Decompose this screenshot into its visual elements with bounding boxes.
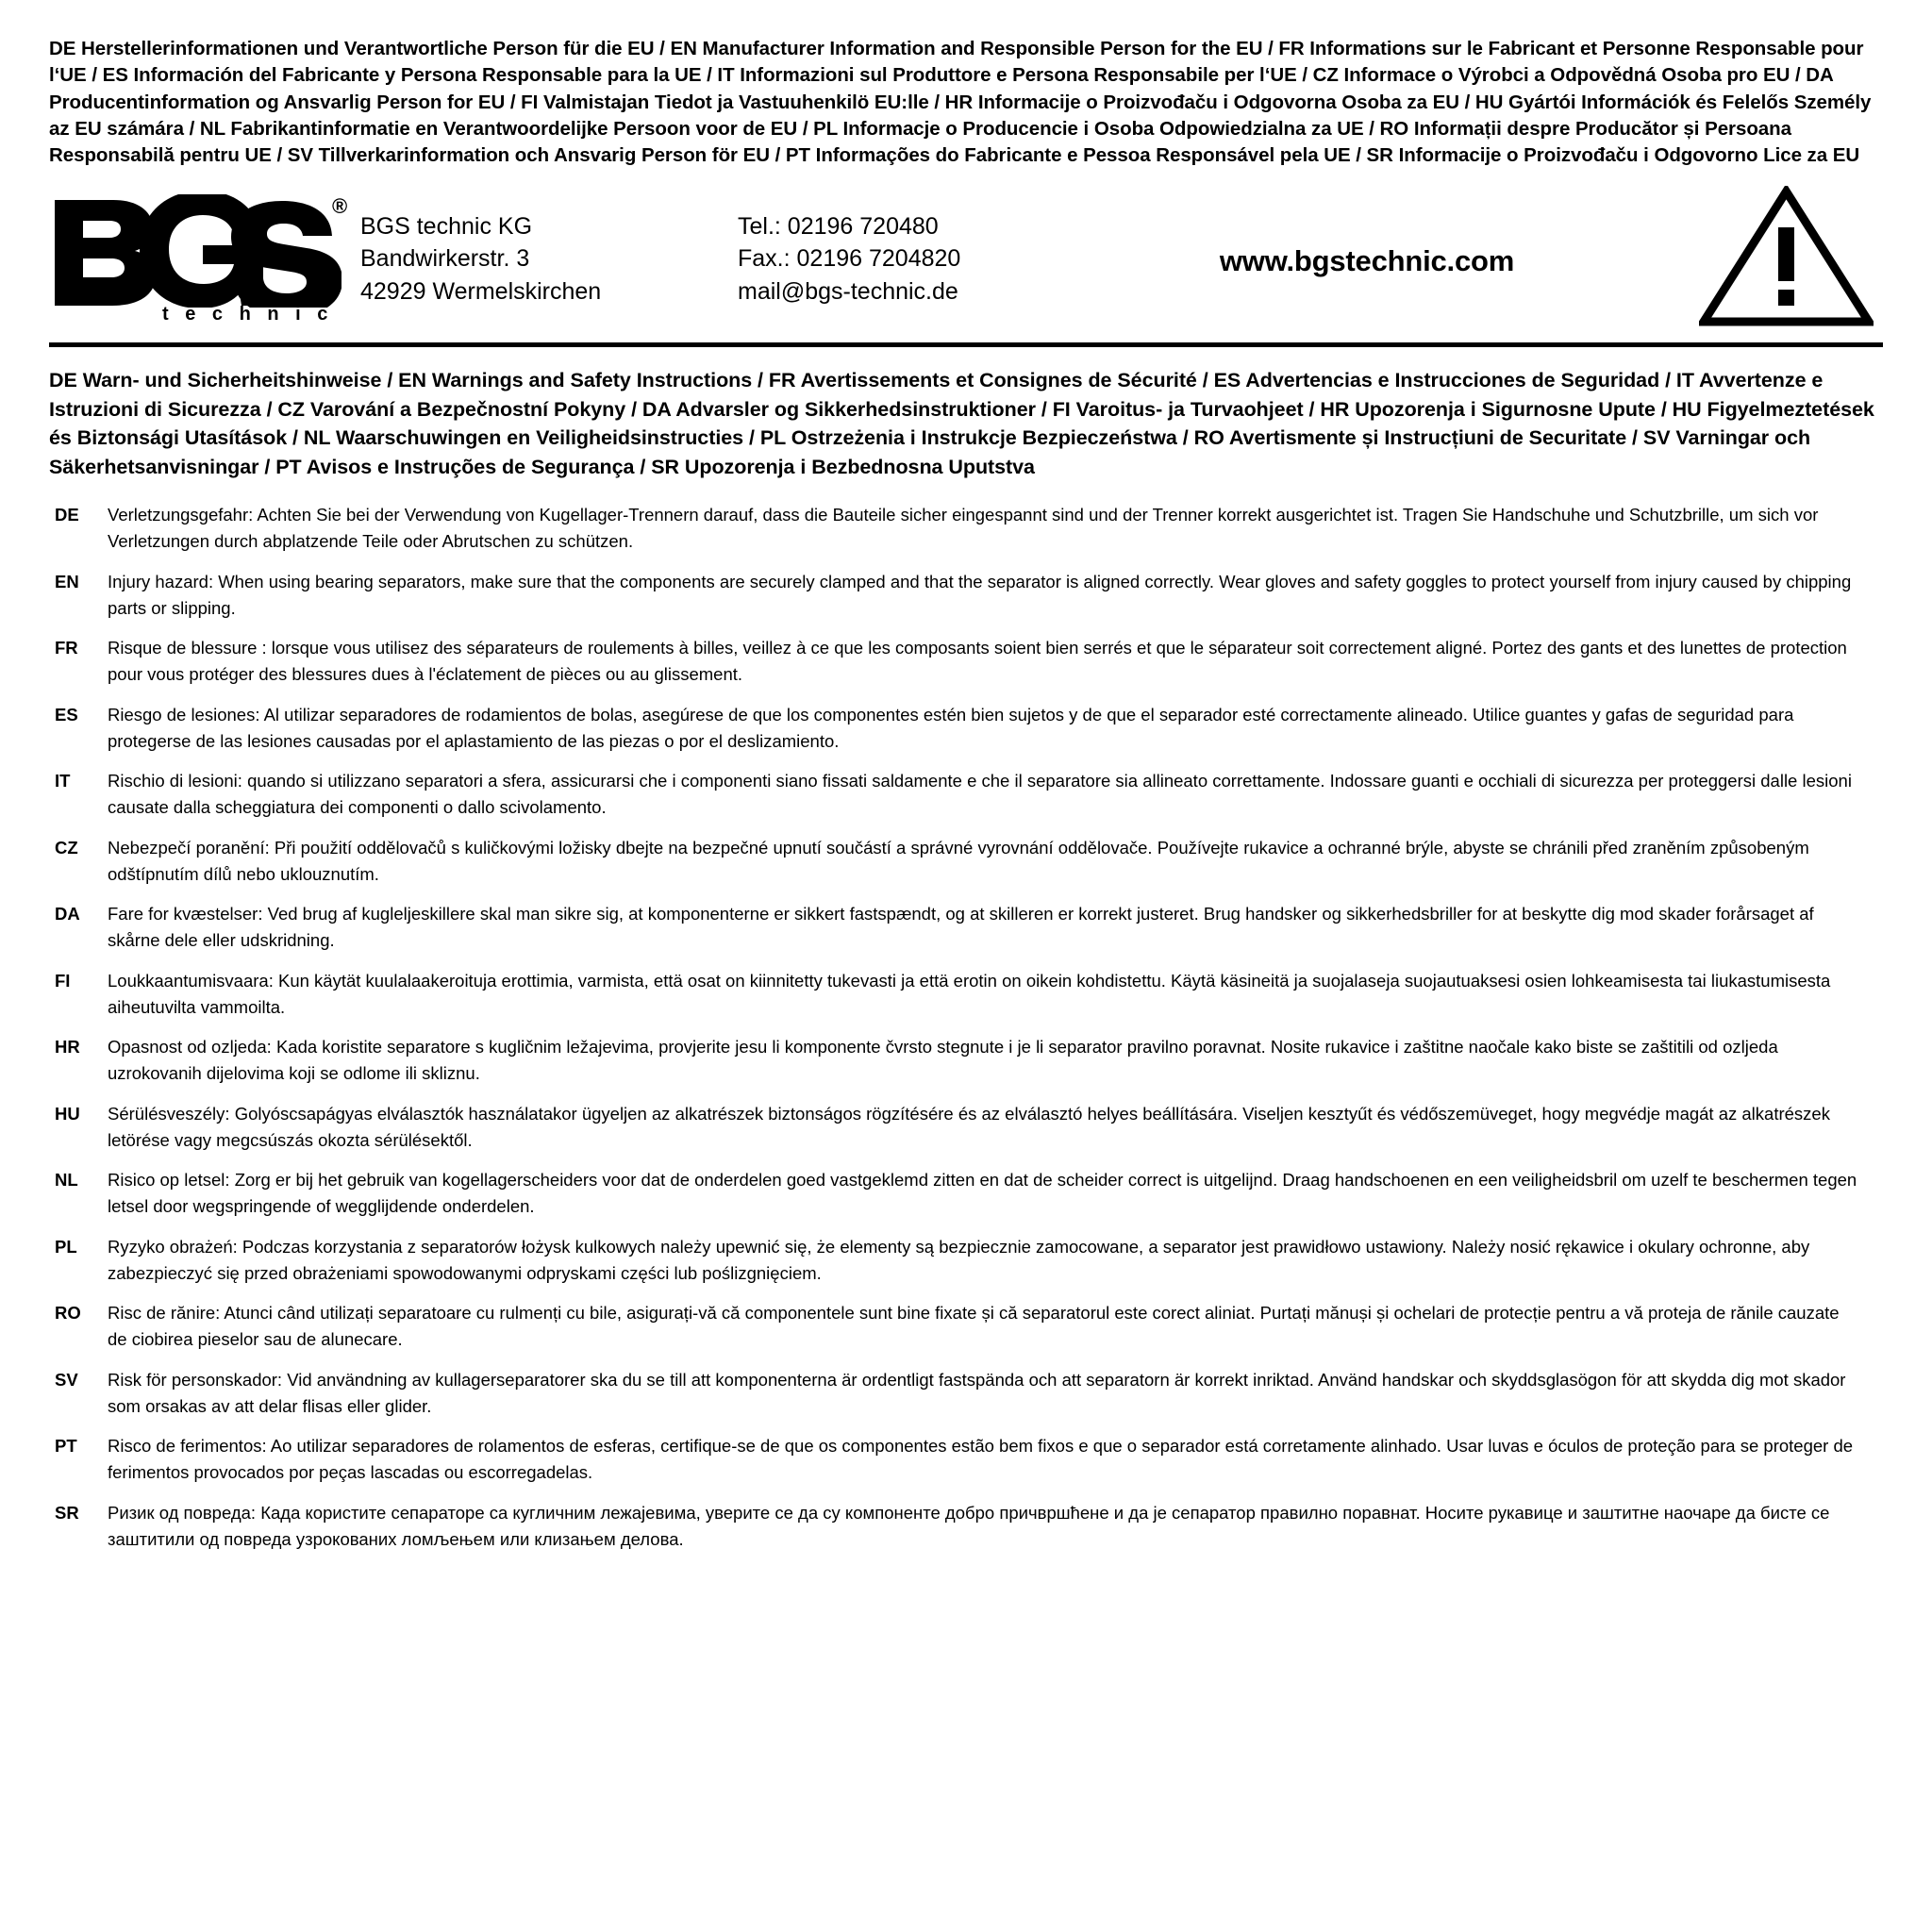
language-instruction-text: Loukkaantumisvaara: Kun käytät kuulalaakeroituja erottimia, varmista, että osat on kiinnitetty tukevasti ja että erotin on oikein kohdistettu. Käytä käsineitä ja suojalaseja suojautuaksesi osien lohkeamisesta tai liukastumisesta aiheutuvilta vammoilta. [108,970,1831,1017]
language-row [49,1234,1883,1287]
language-instruction-text: Ryzyko obrażeń: Podczas korzystania z separatorów łożysk kulkowych należy upewnić się, że elementy są bezpiecznie zamocowane, a separator jest prawidłowo ustawiony. Należy nosić rękawice i okulary ochronne, aby zabezpieczyć się przed obrażeniami spowodowanymi odpryskami części lub poślizgnięciem. [108,1236,1810,1283]
language-code: DA [55,904,80,924]
language-instruction-text: Risico op letsel: Zorg er bij het gebruik van kogellagerscheiders voor dat de onderdelen goed vastgeklemd zitten en dat de scheider correct is uitgelijnd. Draag handschoenen en een veiligheidsbril om uzelf te beschermen tegen letsel door wegspringende of wegglijdende onderdelen. [108,1170,1857,1217]
language-row [49,1101,1883,1154]
language-row [49,1034,1883,1087]
language-row [49,1167,1883,1220]
safety-instructions-list [49,502,1883,1552]
language-instruction-text: Injury hazard: When using bearing separators, make sure that the components are securely clamped and that the separator is aligned correctly. Wear gloves and safety goggles to protect yourself from injury caused by chipping parts or slipping. [108,571,1852,618]
company-name: BGS technic KG [360,212,533,240]
language-code: PL [55,1236,77,1257]
company-website[interactable]: www.bgstechnic.com [1219,244,1515,278]
language-code: PT [55,1436,77,1457]
multilingual-header-title: DE Herstellerinformationen und Verantwortliche Person für die EU / EN Manufacturer Information and Responsible Person for the EU / FR Informations sur le Fabricant et Personne Responsable pour l‘UE / ES Información del Fabricante y Persona Responsable para la UE / IT Informazioni sul Produttore e Persona Responsabile per l‘UE / CZ Informace o Výrobci a Odpovědná Osoba pro EU / DA Producentinformation og Ansvarlig Person for EU / FI Valmistajan Tiedot ja Vastuuhenkilö EU:lle / HR Informacije o Proizvođaču i Odgovorna Osoba za EU / HU Gyártói Információk és Felelős Személy az EU számára / NL Fabrikantinformatie en Verantwoordelijke Persoon voor de EU / PL Informacje o Producencie i Osoba Odpowiedzialna za UE / RO Informații despre Producător și Persoana Responsabilă pentru UE / SV Tillverkarinformation och Ansvarig Person för EU / PT Informações do Fabricante e Pessoa Responsável pela UE / SR Informacije o Proizvođaču i Odgovorno Lice za EU [49,38,1872,167]
language-code: DE [55,505,79,525]
language-row [49,502,1883,555]
language-instruction-text: Risk för personskador: Vid användning av kullagerseparatorer ska du se till att komponenterna är ordentligt fastspända och att separatorn är korrekt inriktad. Använd handskar och skyddsglasögon för att skydda dig mot skador som orsakas av att delar flisas eller glider. [108,1369,1846,1416]
language-instruction-text: Verletzungsgefahr: Achten Sie bei der Verwendung von Kugellager-Trennern darauf, dass die Bauteile sicher eingespannt sind und der Trenner korrekt ausgerichtet ist. Tragen Sie Handschuhe und Schutzbrille, um sich vor Verletzungen durch abplatzende Teile oder Abrutschen zu schützen. [108,505,1819,552]
language-instruction-text: Risco de ferimentos: Ao utilizar separadores de rolamentos de esferas, certifique-se de que os componentes estão bem fixos e que o separador está corretamente alinhado. Usar luvas e óculos de proteção para se proteger de ferimentos provocados por peças lascadas ou escorregadelas. [108,1436,1854,1483]
language-code: FI [55,970,71,991]
language-code: HR [55,1037,80,1058]
language-code: CZ [55,837,78,858]
language-row [49,768,1883,821]
language-code: NL [55,1170,78,1191]
company-tel: Tel.: 02196 720480 [738,212,939,240]
language-code: HU [55,1103,80,1124]
company-fax: Fax.: 02196 7204820 [738,245,961,273]
language-instruction-text: Riesgo de lesiones: Al utilizar separadores de rodamientos de bolas, asegúrese de que los componentes estén bien sujetos y de que el separador esté correctamente alineado. Utilice guantes y gafas de seguridad para protegerse de las lesiones causadas por el aplastamiento de las piezas o por el deslizamiento. [108,704,1794,751]
warning-triangle-wrap [1685,186,1883,327]
trademark-symbol: ® [332,193,348,218]
language-code: EN [55,571,79,591]
language-code: ES [55,704,78,724]
language-code: FR [55,638,78,658]
language-row [49,835,1883,888]
company-city: 42929 Wermelskirchen [360,277,602,305]
warning-triangle-icon [1699,186,1874,327]
language-row [49,901,1883,954]
bgs-logo-subtext: t e c h n i c [162,303,334,325]
language-instruction-text: Risque de blessure : lorsque vous utilisez des séparateurs de roulements à billes, veillez à ce que les composants soient bien serrés et que le séparateur soit correctement aligné. Portez des gants et des lunettes de protection pour vous protéger des blessures dues à l'éclatement de pièces ou au glissement. [108,638,1847,685]
warnings-section-heading: DE Warn- und Sicherheitshinweise / EN Warnings and Safety Instructions / FR Avertissements et Consignes de Sécurité / ES Advertencias e Instrucciones de Seguridad / IT Avvertenze e Istruzioni di Sicurezza / CZ Varování a Bezpečnostní Pokyny / DA Advarsler og Sikkerhedsinstruktioner / FI Varoitus- ja Turvaohjeet / HR Upozorenja i Sigurnosne Upute / HU Figyelmeztetések és Biztonsági Utasítások / NL Waarschuwingen en Veiligheidsinstructies / PL Ostrzeżenia i Instrukcje Bezpieczeństwa / RO Avertismente și Instrucțiuni de Securitate / SV Varningar och Säkerhetsanvisningar / PT Avisos e Instruções de Segurança / SR Upozorenja i Bezbednosna Uputstva [49,369,1874,478]
language-row [49,968,1883,1021]
language-row [49,569,1883,622]
company-street: Bandwirkerstr. 3 [360,245,530,273]
language-row [49,702,1883,755]
language-row [49,1433,1883,1486]
language-row [49,1500,1883,1553]
language-instruction-text: Sérülésveszély: Golyóscsapágyas elválasztók használatakor ügyeljen az alkatrészek biztonságos rögzítésére és az elválasztó helyes beállítására. Viseljen kesztyűt és védőszemüveget, hogy megvédje magát az alkatrészek letörése vagy megcsúszás okozta sérülésektől. [108,1103,1830,1150]
company-info-band [49,186,1883,347]
language-code: RO [55,1303,81,1324]
language-code: SV [55,1369,78,1390]
bgs-logo-icon [49,194,341,308]
language-instruction-text: Fare for kvæstelser: Ved brug af kugleljeskillere skal man sikre sig, at komponenterne er sikkert fastspændt, og at skilleren er korrekt justeret. Brug handsker og sikkerhedsbriller for at beskytte dig mod skader forårsaget af skårne dele eller udskridning. [108,904,1814,951]
language-code: IT [55,771,71,791]
language-row [49,1367,1883,1420]
language-row [49,1300,1883,1353]
language-instruction-text: Ризик од повреда: Када користите сепараторе са кугличним лежајевима, уверите се да су компоненте добро причвршћене и да је сепаратор правилно поравнат. Носите рукавице и заштитне наочаре да бисте се заштитили од повреда узрокованих ломљењем или клизањем делова. [108,1502,1830,1549]
company-address [360,207,738,308]
language-code: SR [55,1502,79,1523]
language-instruction-text: Risc de rănire: Atunci când utilizați separatoare cu rulmenți cu bile, asigurați-vă că componentele sunt bine fixate și că separatorul este corect aliniat. Purtați mănuși și ochelari de protecție pentru a vă proteja de rănile cauzate de ciobirea pieselor sau de alunecare. [108,1303,1840,1350]
language-instruction-text: Nebezpečí poranění: Při použití oddělovačů s kuličkovými ložisky dbejte na bezpečné upnutí součástí a správné vyrovnání oddělovače. Používejte rukavice a ochranné brýle, abyste se chránili před zraněním způsobeným odštípnutím dílů nebo uklouznutím. [108,837,1809,884]
language-row [49,635,1883,688]
language-instruction-text: Rischio di lesioni: quando si utilizzano separatori a sfera, assicurarsi che i componenti siano fissati saldamente e che il separatore sia allineato correttamente. Indossare guanti e occhiali di sicurezza per proteggersi dalle lesioni causate dalla scheggiatura dei componenti o dallo scivolamento. [108,771,1852,818]
language-instruction-text: Opasnost od ozljeda: Kada koristite separatore s kugličnim ležajevima, provjerite jesu li komponente čvrsto stegnute i je li separator pravilno poravnat. Nosite rukavice i zaštitne naočale kako biste se zaštitili od ozljeda uzrokovanih dijelovima koji se odlome ili skliznu. [108,1037,1778,1084]
company-contact [738,207,1049,308]
company-email[interactable]: mail@bgs-technic.de [738,277,958,305]
bgs-logo [49,189,360,325]
